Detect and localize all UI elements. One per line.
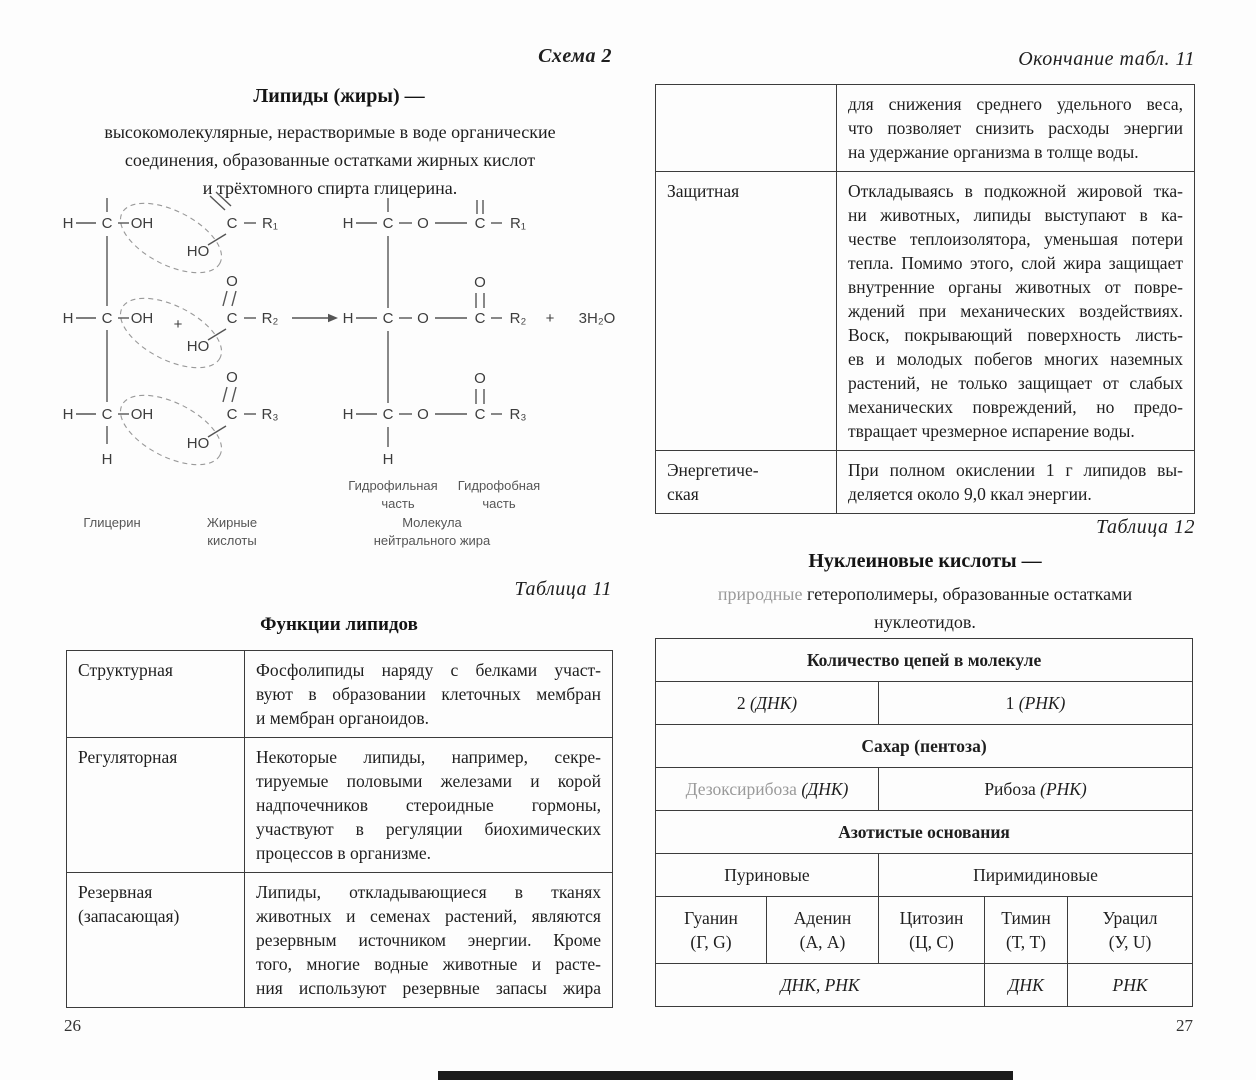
- description-line: и мембран органоидов.: [256, 708, 430, 728]
- chains-rna-note: (РНК): [1018, 693, 1066, 713]
- table-row: [656, 811, 1193, 854]
- description-cell: [837, 172, 1195, 451]
- atom-r1: R₁: [262, 215, 278, 232]
- description-line: внутренние органы животных от повре-: [848, 277, 1183, 297]
- intro-line: [645, 580, 1205, 608]
- double-bond: [232, 291, 236, 306]
- description-line: вуют в образовании клеточных мембран: [256, 684, 601, 704]
- atom-oh: OH: [130, 215, 154, 232]
- atom-oh: OH: [130, 406, 154, 423]
- description-line: того, многие водные животные и расте-: [256, 954, 601, 974]
- sugar-dna-note: (ДНК): [801, 779, 849, 799]
- function-cell: [67, 738, 245, 873]
- nucleic-acids-title: Нуклеиновые кислоты —: [808, 550, 1042, 572]
- base-cell-thymine: [985, 897, 1068, 964]
- atom-oh: OH: [130, 310, 154, 327]
- intro-line: высокомолекулярные, нерастворимые в воде органические: [104, 122, 556, 142]
- table-row: [656, 964, 1193, 1007]
- lipid-functions-table-continued: [655, 84, 1195, 514]
- double-bond: [232, 387, 236, 402]
- atom-o: O: [226, 369, 238, 386]
- base-name: Гуанин: [684, 908, 738, 928]
- description-cell: [245, 651, 613, 738]
- table12-caption: Таблица 12: [1096, 516, 1195, 538]
- function-cell: [656, 172, 837, 451]
- lipid-functions-table: [66, 650, 613, 1008]
- description-line: ни животных, липиды выступают в ка-: [848, 205, 1183, 225]
- table-row: [656, 897, 1193, 964]
- table-row: [656, 854, 1193, 897]
- table-row: [67, 873, 613, 1008]
- atom-c: C: [382, 215, 394, 232]
- atom-r3: R₃: [509, 406, 527, 423]
- function-cell: [67, 873, 245, 1008]
- table-row: [656, 451, 1195, 514]
- atom-c: C: [226, 406, 238, 423]
- nucleic-acids-intro: [645, 580, 1205, 636]
- atom-h: H: [382, 451, 394, 468]
- description-line: честве теплоизолятора, уменьшая потери: [848, 229, 1183, 249]
- description-line: ния используют резервные запасы жира: [256, 978, 601, 998]
- atom-r2: R₂: [509, 310, 527, 327]
- atom-h: H: [62, 310, 74, 327]
- description-line: тепла. Помимо этого, слой жира защищает: [848, 253, 1183, 273]
- atom-o: O: [417, 406, 429, 423]
- description-line: на удержание организма в толще воды.: [848, 142, 1139, 162]
- base-cell-guanine: [656, 897, 767, 964]
- description-line: механических повреждений, но предо-: [848, 397, 1183, 417]
- atom-o: O: [417, 215, 429, 232]
- double-bond: [223, 387, 227, 402]
- base-name: Тимин: [1001, 908, 1051, 928]
- plus-sign: +: [545, 310, 555, 327]
- description-line: резервным источником энергии. Кроме: [256, 930, 601, 950]
- fatty-acids-label: кислоты: [207, 533, 257, 548]
- atom-c: C: [382, 310, 394, 327]
- chains-rna-value: 1: [1005, 693, 1019, 713]
- description-line: растений, не только защищает от слабых: [848, 373, 1183, 393]
- chains-dna-note: (ДНК): [750, 693, 798, 713]
- lipids-title: Липиды (жиры) —: [253, 85, 425, 107]
- function-name: Энергетиче-: [667, 460, 759, 480]
- function-name: ская: [667, 484, 699, 504]
- hydrophobic-label: часть: [482, 496, 516, 511]
- base-name: Аденин: [793, 908, 852, 928]
- sugar-dna-cell: [656, 768, 879, 811]
- chains-dna-value: 2: [736, 693, 751, 713]
- atom-h: H: [62, 215, 74, 232]
- function-cell: [656, 85, 837, 172]
- description-line: Откладываясь в подкожной жировой тка-: [848, 181, 1183, 201]
- intro-faded-word: природные: [717, 584, 803, 604]
- glycerin-label: Глицерин: [83, 515, 141, 530]
- scheme-caption: Схема 2: [538, 45, 612, 67]
- water-ellipse: [110, 284, 233, 382]
- sugar-rna-note: (РНК): [1040, 779, 1087, 799]
- water-formula: 3H₂O: [578, 310, 616, 327]
- atom-ho: HO: [186, 243, 210, 260]
- chains-dna-cell: [656, 682, 879, 725]
- atom-r1: R₁: [510, 215, 526, 232]
- description-line: деляется около 9,0 ккал энергии.: [848, 484, 1092, 504]
- function-name: (запасающая): [78, 906, 180, 926]
- function-name: Регуляторная: [78, 747, 178, 767]
- double-bond: [223, 291, 227, 306]
- description-line: для снижения среднего удельного веса,: [848, 94, 1183, 114]
- sugar-dna-value: Дезоксирибоза: [685, 779, 802, 799]
- description-line: надпочечников стероидные гормоны,: [256, 795, 601, 815]
- neutral-fat-label: Молекула: [402, 515, 462, 530]
- atom-c: C: [382, 406, 394, 423]
- page-number-right: 27: [1176, 1016, 1193, 1035]
- intro-line: соединения, образованные остатками жирных кислот: [124, 150, 536, 170]
- description-cell: [837, 85, 1195, 172]
- base-letters: (У, U): [1108, 932, 1152, 952]
- chains-header-cell: Количество цепей в молекуле: [656, 639, 1193, 682]
- function-name: Структурная: [78, 660, 173, 680]
- description-cell: [245, 873, 613, 1008]
- description-line: тируемые половыми железами и корой: [256, 771, 601, 791]
- description-line: При полном окислении 1 г липидов вы-: [848, 460, 1183, 480]
- description-line: твращает чрезмерное испарение воды.: [848, 421, 1135, 441]
- sugar-header-cell: Сахар (пентоза): [656, 725, 1193, 768]
- scan-artifact-bar: [438, 1071, 1013, 1080]
- sugar-rna-value: Рибоза: [984, 779, 1041, 799]
- hydrophilic-label: Гидрофильная: [348, 478, 438, 493]
- base-name: Цитозин: [899, 908, 964, 928]
- atom-r3: R₃: [261, 406, 279, 423]
- description-line: ждений при механических воздействиях.: [848, 301, 1183, 321]
- description-line: Некоторые липиды, например, секре-: [256, 747, 601, 767]
- plus-sign: +: [173, 316, 183, 333]
- table-row: [656, 725, 1193, 768]
- hydrophilic-label: часть: [381, 496, 415, 511]
- nucleic-acids-table: [655, 638, 1193, 1007]
- table11-end-caption: Окончание табл. 11: [1018, 48, 1195, 70]
- function-name: Защитная: [667, 181, 740, 201]
- atom-h: H: [342, 406, 354, 423]
- function-cell: [67, 651, 245, 738]
- description-cell: [837, 451, 1195, 514]
- atom-c: C: [474, 310, 486, 327]
- intro-line: и трёхтомного спирта глицерина.: [202, 178, 458, 198]
- intro-rest: гетерополимеры, образованные остатками: [802, 584, 1133, 604]
- atom-h: H: [101, 451, 113, 468]
- presence-both-cell: ДНК, РНК: [656, 964, 985, 1007]
- hydrophobic-label: Гидрофобная: [457, 478, 541, 493]
- table-row: [656, 85, 1195, 172]
- description-line: процессов в организме.: [256, 843, 432, 863]
- atom-c: C: [474, 406, 486, 423]
- intro-line: нуклеотидов.: [874, 612, 976, 632]
- neutral-fat-label: нейтрального жира: [373, 533, 491, 548]
- description-cell: [245, 738, 613, 873]
- description-line: что позволяет снизить расходы энергии: [848, 118, 1183, 138]
- water-ellipse: [110, 381, 233, 479]
- base-cell-cytosine: [879, 897, 985, 964]
- base-letters: (Г, G): [690, 932, 732, 952]
- base-cell-uracil: [1068, 897, 1193, 964]
- base-cell-adenine: [767, 897, 879, 964]
- atom-ho: HO: [186, 338, 210, 355]
- description-line: Фосфолипиды наряду с белками участ-: [256, 660, 601, 680]
- table-row: [656, 172, 1195, 451]
- table-row: [656, 639, 1193, 682]
- table-row: [67, 651, 613, 738]
- atom-o: O: [417, 310, 429, 327]
- fatty-acids-label: Жирные: [206, 515, 258, 530]
- lipid-synthesis-diagram: [50, 190, 644, 554]
- table-row: [656, 682, 1193, 725]
- table-row: [656, 768, 1193, 811]
- presence-dna-cell: ДНК: [985, 964, 1068, 1007]
- atom-h: H: [342, 215, 354, 232]
- description-line: ев и молодых побегов многих наземных: [848, 349, 1183, 369]
- table11-title: Функции липидов: [260, 614, 418, 635]
- description-line: участвуют в регуляции биохимических: [256, 819, 601, 839]
- table11-caption: Таблица 11: [514, 578, 612, 600]
- base-letters: (Т, Т): [1005, 932, 1047, 952]
- function-name: Резервная: [78, 882, 153, 902]
- water-ellipse: [110, 190, 233, 287]
- atom-c: C: [101, 406, 113, 423]
- atom-h: H: [342, 310, 354, 327]
- atom-c: C: [226, 215, 238, 232]
- function-cell: [656, 451, 837, 514]
- sugar-rna-cell: [879, 768, 1193, 811]
- table-row: [67, 738, 613, 873]
- atom-r2: R₂: [261, 310, 279, 327]
- chains-rna-cell: [879, 682, 1193, 725]
- atom-c: C: [101, 215, 113, 232]
- atom-c: C: [474, 215, 486, 232]
- presence-rna-cell: РНК: [1068, 964, 1193, 1007]
- atom-c: C: [226, 310, 238, 327]
- bases-header-cell: Азотистые основания: [656, 811, 1193, 854]
- base-letters: (Ц, С): [909, 932, 954, 952]
- atom-c: C: [101, 310, 113, 327]
- atom-o: O: [474, 274, 486, 291]
- atom-o: O: [474, 370, 486, 387]
- description-line: Воск, покрывающий поверхность листь-: [848, 325, 1183, 345]
- base-name: Урацил: [1102, 908, 1158, 928]
- atom-o: O: [226, 273, 238, 290]
- description-line: Липиды, откладывающиеся в тканях: [256, 882, 601, 902]
- description-line: животных и семенах растений, являются: [256, 906, 601, 926]
- atom-ho: HO: [186, 435, 210, 452]
- atom-h: H: [62, 406, 74, 423]
- pyrimidine-group-cell: Пиримидиновые: [879, 854, 1193, 897]
- arrowhead: [328, 314, 338, 322]
- page-number-left: 26: [64, 1016, 81, 1035]
- purine-group-cell: Пуриновые: [656, 854, 879, 897]
- base-letters: (А, А): [799, 932, 846, 952]
